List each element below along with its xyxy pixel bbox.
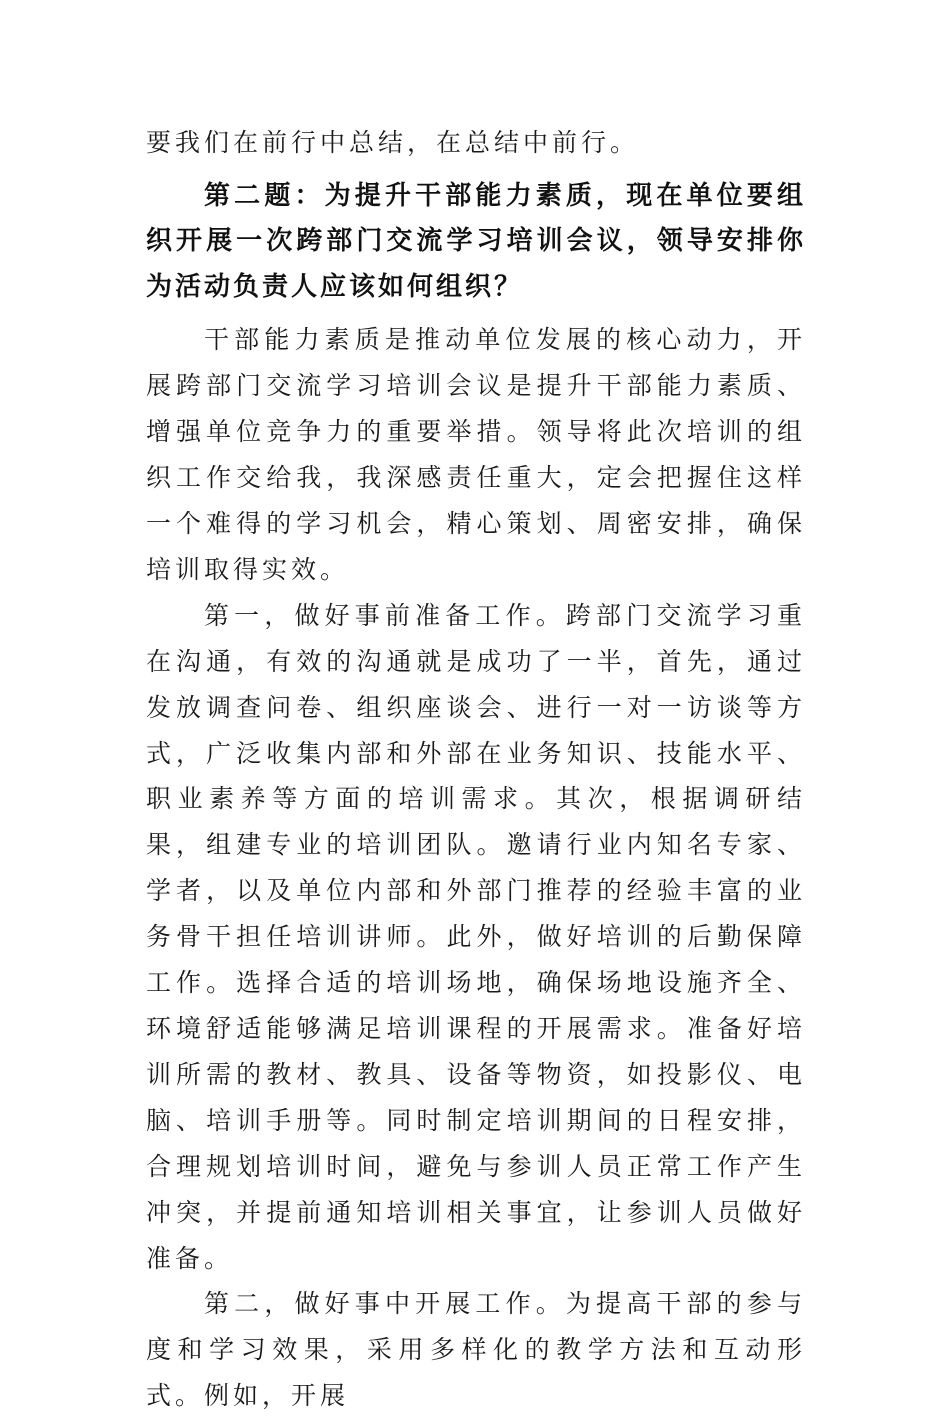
- question-heading: 第二题：为提升干部能力素质，现在单位要组织开展一次跨部门交流学习培训会议，领导安排你为活动负责人应该如何组织？: [146, 180, 806, 302]
- paragraph-intro: 干部能力素质是推动单位发展的核心动力，开展跨部门交流学习培训会议是提升干部能力素质、增强单位竞争力的重要举措。领导将此次培训的组织工作交给我，我深感责任重大，定会把握住这样一个难得的学习机会，精心策划、周密安排，确保培训取得实效。: [146, 325, 806, 584]
- paragraph-continuation: 要我们在前行中总结，在总结中前行。: [146, 128, 640, 157]
- document-body: [146, 120, 806, 1419]
- paragraph-point-2: 第二，做好事中开展工作。为提高干部的参与度和学习效果，采用多样化的教学方法和互动形式。例如，开展: [146, 1289, 806, 1411]
- paragraph-point-1: 第一，做好事前准备工作。跨部门交流学习重在沟通，有效的沟通就是成功了一半，首先，通过发放调查问卷、组织座谈会、进行一对一访谈等方式，广泛收集内部和外部在业务知识、技能水平、职业素养等方面的培训需求。其次，根据调研结果，组建专业的培训团队。邀请行业内知名专家、学者，以及单位内部和外部门推荐的经验丰富的业务骨干担任培训讲师。此外，做好培训的后勤保障工作。选择合适的培训场地，确保场地设施齐全、环境舒适能够满足培训课程的开展需求。准备好培训所需的教材、教具、设备等物资，如投影仪、电脑、培训手册等。同时制定培训期间的日程安排，合理规划培训时间，避免与参训人员正常工作产生冲突，并提前通知培训相关事宜，让参训人员做好准备。: [146, 600, 806, 1273]
